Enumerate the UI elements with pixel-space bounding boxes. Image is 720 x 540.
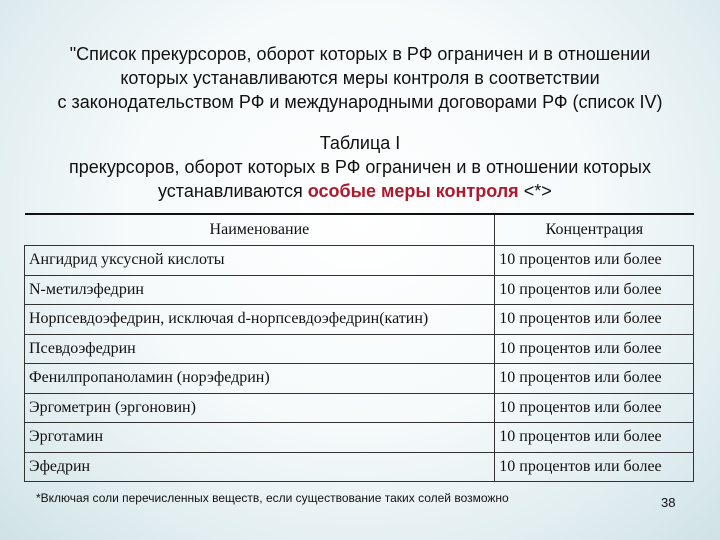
table-caption-line-1: Таблица I <box>319 133 401 153</box>
table-row <box>25 452 694 482</box>
substance-cell: Фенилпропаноламин (норэфедрин) <box>25 364 495 394</box>
concentration-cell: 10 процентов или более <box>495 393 694 423</box>
header-line-3: с законодательством РФ и международными договорами РФ (список IV) <box>57 92 663 112</box>
table-row <box>25 334 694 364</box>
header-line-2: которых устанавливаются меры контроля в соответствии <box>120 68 600 88</box>
concentration-cell: 10 процентов или более <box>495 246 694 276</box>
concentration-cell: 10 процентов или более <box>495 423 694 453</box>
table-caption-line-3 <box>0 179 720 203</box>
caption-accent-text: особые меры контроля <box>307 181 519 201</box>
precursor-table <box>24 213 694 482</box>
column-header-name: Наименование <box>25 214 495 246</box>
concentration-cell: 10 процентов или более <box>495 452 694 482</box>
table-row <box>25 305 694 335</box>
concentration-cell: 10 процентов или более <box>495 364 694 394</box>
table-caption-line-2: прекурсоров, оборот которых в РФ ограничен и в отношении которых <box>69 157 651 177</box>
concentration-cell: 10 процентов или более <box>495 305 694 335</box>
table-row <box>25 393 694 423</box>
substance-cell: Эргометрин (эргоновин) <box>25 393 495 423</box>
document-header <box>0 42 720 114</box>
footnote: *Включая соли перечисленных веществ, если существование таких солей возможно <box>36 491 509 505</box>
page-number: 38 <box>661 495 676 510</box>
header-line-1: "Список прекурсоров, оборот которых в РФ ограничен и в отношении <box>69 44 651 64</box>
table-row <box>25 275 694 305</box>
table-header-row <box>25 214 694 246</box>
table-row <box>25 423 694 453</box>
concentration-cell: 10 процентов или более <box>495 334 694 364</box>
substance-cell: N-метилэфедрин <box>25 275 495 305</box>
substance-cell: Норпсевдоэфедрин, исключая d-норпсевдоэфедрин(катин) <box>25 305 495 335</box>
table-row <box>25 364 694 394</box>
substance-cell: Ангидрид уксусной кислоты <box>25 246 495 276</box>
table-caption <box>0 131 720 203</box>
substance-cell: Эфедрин <box>25 452 495 482</box>
caption-footnote-mark: <*> <box>518 181 552 201</box>
substance-cell: Эрготамин <box>25 423 495 453</box>
caption-text: устанавливаются <box>158 181 308 201</box>
column-header-concentration: Концентрация <box>495 214 694 246</box>
table-row <box>25 246 694 276</box>
concentration-cell: 10 процентов или более <box>495 275 694 305</box>
substance-cell: Псевдоэфедрин <box>25 334 495 364</box>
